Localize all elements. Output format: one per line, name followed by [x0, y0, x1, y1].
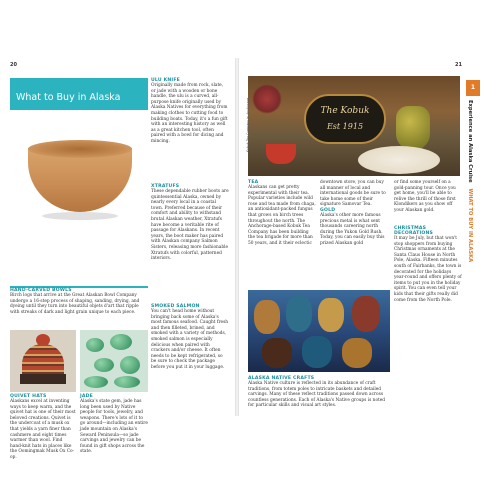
bowl-image [10, 110, 148, 286]
ulu-text: Originally made from rock, slate, or jade with a wooden or bone handle, the ulu is a curved, all-purpose knife originally used by Alaska Natives for everything from making clothes to cutting food to building boats. Today, it's a fun gift with an interesting history as well as a great kitchen tool, often paired with a bowl for dicing and mincing. [151, 83, 228, 144]
kobuk-tea-image [248, 76, 460, 176]
gold-section [320, 208, 390, 247]
page-number-left: 20 [10, 62, 17, 68]
jade-stone [94, 358, 114, 372]
jade-section [80, 394, 148, 455]
tea-continued-text: downtown store, you can buy all manner of local and international goods be sure to take home some of their signature Samovar Tea. [320, 180, 386, 208]
quivet-hat-image [10, 330, 76, 392]
jade-stone [84, 376, 108, 388]
salmon-section [151, 304, 229, 371]
chapter-title-vertical [467, 100, 473, 262]
right-page [240, 58, 476, 416]
mask [352, 296, 380, 332]
book-spine [235, 58, 239, 416]
bowl-shadow [42, 212, 118, 220]
native-masks-image [248, 290, 390, 372]
kobuk-sign-line1: The Kobuk [320, 106, 370, 116]
chapter-title: Experience an Alaska Cruise [467, 100, 473, 183]
xtratufs-heading: XTRATUFS [151, 184, 180, 189]
kobuk-sign-line2: Est 1915 [326, 122, 364, 131]
left-page [8, 58, 234, 460]
ulu-heading: ULU KNIFE [151, 78, 181, 83]
christmas-heading: CHRISTMAS DECORATIONS [394, 226, 434, 236]
quivet-heading: QUIVET HATS [10, 394, 47, 399]
xtratufs-text: These dependable rubber boots are quintessential Alaska, owned by nearly every local in a coastal town. Preferred because of their comfort and ability to withstand brutal Alaskan weather, Xtratufs have become a veritable rite of passage for Alaskans. In recent years, the boot maker has paired with Alaskan company Salmon Sisters, releasing more fashionable Xtratufs with colorful, patterned interiors. [151, 189, 229, 262]
mask [302, 336, 332, 368]
jade-stone [110, 334, 132, 350]
ulu-section [151, 78, 229, 145]
tea-text: Alaskans can get pretty experimental with their tea. Popular varieties include wild rose and tea made from chaga, an antioxidant-packed fungus that grows on birch trees throughout the north. The Anchorage-based Kobuk Tea Company has been building the tea brigade for more than 50 years, and it their eclectic [248, 185, 316, 246]
page-title: What to Buy in Alaska [16, 92, 121, 103]
quivet-text: Alaskans excel at inventing ways to keep warm, and the quivet hat is one of their most beloved creations. Quivet is the undercoat of a musk ox that yields a yarn finer than cashmere and eight times warmer than wool. Find hand-knit hats in places like the Oomingmak Musk Ox Co-op. [10, 399, 76, 460]
gold-text: Alaska's other more famous precious metal is what sent thousands careering north during the Yukon Gold Rush. Today, you can easily buy this prized Alaskan gold [320, 213, 385, 246]
hat-band [20, 374, 66, 384]
native-crafts-section [248, 376, 390, 409]
salmon-heading: SMOKED SALMON [151, 304, 200, 309]
christmas-text: It may be July, but that won't stop shoppers from buying Christmas ornaments at the Santa Claus House in North Pole, Alaska. Fifteen minutes south of Fairbanks, the town is decorated for the holidays year-round and offers plenty of items to put you in the holiday spirit. You can even tell your kids that their gifts really did come from the North Pole. [394, 236, 462, 303]
teapot [396, 106, 430, 150]
page-number-right: 21 [455, 62, 462, 68]
flowers [252, 84, 282, 114]
tea-cup [266, 144, 296, 164]
doily [358, 146, 440, 174]
bowl-rim [28, 140, 132, 158]
salmon-text: You can't head home without bringing back some of Alaska's most famous seafood. Caught fresh and then filleted, brined, and smoked with a variety of methods, smoked salmon is especially delicious when paired with crackers and/or cheese. It often needs to be kept refrigerated, so be sure to check the package before you put it in your luggage. [151, 309, 229, 370]
tea-section [248, 180, 316, 247]
mask [262, 338, 292, 368]
bowls-heading: HAND-CARVED BOWLS [10, 288, 72, 293]
chapter-subtitle: WHAT TO BUY IN ALASKA [467, 188, 473, 263]
jade-heading: JADE [80, 394, 94, 399]
bowls-section [10, 288, 148, 315]
gold-continued [394, 180, 462, 214]
mask [342, 338, 372, 368]
mask [318, 298, 344, 332]
native-crafts-text: Alaska Native culture is reflected in its abundance of craft traditions, from totem poles to intricate baskets and detailed carvings. Many of these reflect traditions passed down across countless generations. Each of Alaska's Native groups is noted for particular skills and visual art styles. [248, 381, 386, 409]
jade-image [80, 330, 148, 392]
mask [286, 296, 312, 332]
bowls-text: Birch logs that arrive at the Great Alaskan Bowl Company undergo a 16-step process of shaping, sanding, drying, and dyeing until they turn into beautiful objets d'art that ripple with streaks of dark and light grain unique to each piece. [10, 293, 140, 315]
tea-heading: TEA [248, 180, 259, 185]
native-crafts-heading: ALASKA NATIVE CRAFTS [248, 376, 315, 381]
mask [254, 300, 280, 334]
jade-stone [86, 338, 104, 352]
xtratufs-section [151, 184, 229, 262]
jade-stone [114, 376, 140, 388]
gold-continued-text: or find some yourself on a gold-panning tour. Once you get home, you'll be able to relive the thrill of those first Klondikers as you show off your Alaskan gold. [394, 180, 456, 213]
jade-text: Alaska's state gem, jade has long been used by Native people for tools, jewelry, and weapons. There's lots of it to go around—including an entire jade mountain on Alaska's Seward Peninsula—so jade carvings and jewelry can be found in gift shops across the state. [80, 399, 148, 455]
chapter-number: 1 [466, 80, 480, 96]
tea-continued [320, 180, 390, 208]
photo-credit: Kobuk Tea Company in Anchorage [246, 97, 250, 152]
hat-knit [22, 344, 64, 378]
gold-heading: GOLD [320, 208, 336, 213]
christmas-section [394, 226, 462, 303]
quivet-section [10, 394, 76, 461]
jade-stone [120, 356, 140, 374]
kobuk-sign [304, 94, 386, 144]
